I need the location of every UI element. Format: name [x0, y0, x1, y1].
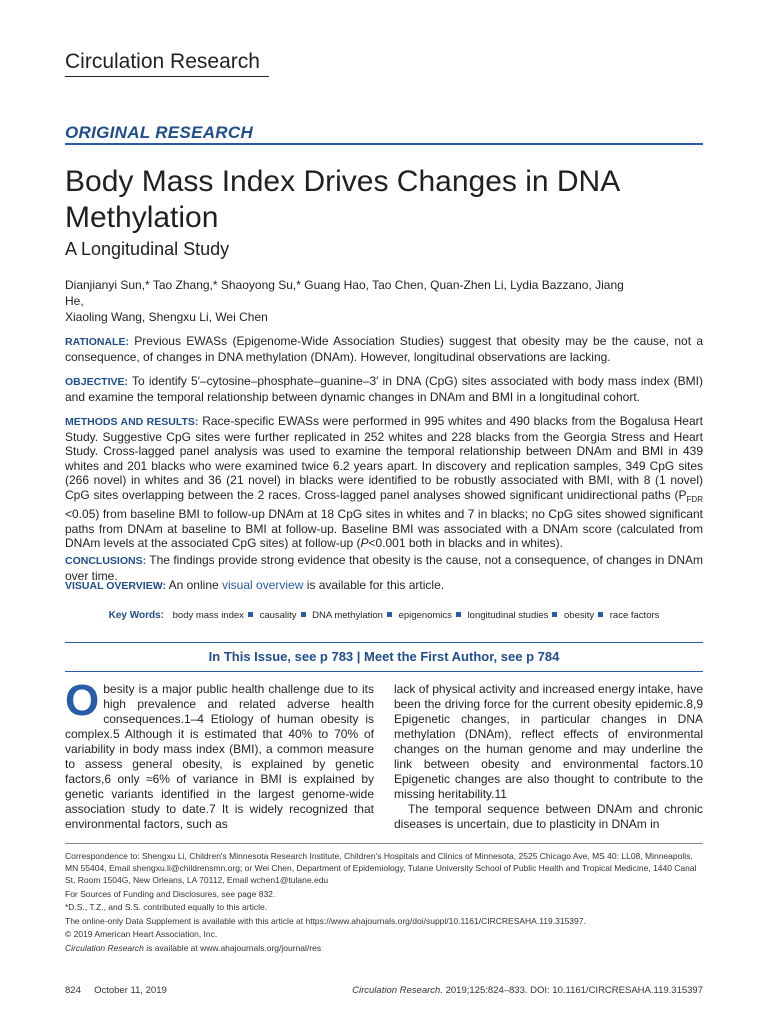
methods-label: METHODS AND RESULTS: — [65, 416, 199, 428]
body-column-right — [394, 682, 703, 832]
keyword-item: causality — [259, 610, 297, 621]
keywords-row — [65, 610, 703, 621]
in-this-issue-banner — [65, 642, 703, 672]
page-footer-right — [352, 985, 703, 996]
author-list — [65, 277, 625, 325]
square-bullet-icon — [248, 612, 253, 617]
abstract-methods — [65, 414, 703, 551]
equal-contribution-note: *D.S., T.Z., and S.S. contributed equally to this article. — [65, 902, 268, 912]
abstract-visual-overview — [65, 578, 703, 594]
article-subtitle: A Longitudinal Study — [65, 239, 230, 259]
body-column-left — [65, 676, 374, 832]
copyright-note: © 2019 American Heart Association, Inc. — [65, 929, 218, 939]
methods-text-3: <0.001 both in blacks and in whites). — [368, 536, 563, 550]
availability-text: is available at www.ahajournals.org/journal/res — [143, 942, 322, 953]
authors-line-2: Xiaoling Wang, Shengxu Li, Wei Chen — [65, 310, 268, 324]
abstract-rationale — [65, 334, 703, 364]
abstract-objective — [65, 374, 703, 404]
issue-date: October 11, 2019 — [94, 985, 167, 996]
footnote-divider — [65, 843, 703, 844]
methods-text-2: <0.05) from baseline BMI to follow-up DNAm at 18 CpG sites in whites and 7 in blacks; no CpG sites showed significant paths from DNAm at baseline to BMI at follow-up. Baseline BMI was associated with a DNAm score (calculated from DNAm levels at the associated CpG sites) at follow-up ( — [65, 507, 703, 550]
objective-label: OBJECTIVE: — [65, 376, 129, 388]
footnotes — [65, 850, 705, 955]
keyword-item: obesity — [564, 610, 595, 621]
square-bullet-icon — [456, 612, 461, 617]
authors-line-1: Dianjianyi Sun,* Tao Zhang,* Shaoyong Su,* Guang Hao, Tao Chen, Quan-Zhen Li, Lydia Bazzano, Jiang He, — [65, 278, 624, 308]
keyword-item: epigenomics — [398, 610, 452, 621]
keyword-item: DNA methylation — [312, 610, 383, 621]
square-bullet-icon — [301, 612, 306, 617]
drop-cap: O — [65, 676, 100, 725]
keyword-item: longitudinal studies — [467, 610, 549, 621]
journal-name: Circulation Research — [65, 50, 260, 73]
visual-overview-post: is available for this article. — [303, 578, 445, 592]
article-title: Body Mass Index Drives Changes in DNA Methylation — [65, 165, 619, 234]
objective-text: To identify 5′–cytosine–phosphate–guanine–3′ in DNA (CpG) sites associated with body mass index (BMI) and examine the temporal relationship between dynamic changes in DNAm and BMI in a longitudinal cohort. — [65, 374, 703, 404]
methods-subscript: FDR — [686, 494, 703, 504]
footer-journal: Circulation Research. — [352, 985, 443, 996]
correspondence-note: Correspondence to: Shengxu Li, Children's Minnesota Research Institute, Children's Hospitals and Clinics of Minnesota, 2525 Chicago Ave, MS 40: LL08, Minneapolis, MN 55404, Email shengxu.li@childrensmn.org; or Wei Chen, Department of Epidemiology, Tulane University School of Public Health and Tropical Medicine, 1440 Canal St, Room 1504G, New Orleans, LA 70112, Email wchen1@tulane.edu — [65, 851, 697, 885]
keyword-item: body mass index — [172, 610, 244, 621]
square-bullet-icon — [598, 612, 603, 617]
funding-note: For Sources of Funding and Disclosures, see page 832. — [65, 888, 276, 899]
page-footer-left — [65, 985, 167, 996]
body-text-right-2: The temporal sequence between DNAm and chronic diseases is uncertain, due to plasticity in DNAm in — [394, 802, 703, 831]
visual-overview-link[interactable]: visual overview — [222, 578, 304, 592]
visual-overview-pre: An online — [168, 578, 222, 592]
square-bullet-icon — [552, 612, 557, 617]
section-label: ORIGINAL RESEARCH — [65, 123, 254, 142]
availability-note — [65, 942, 705, 954]
visual-overview-label: VISUAL OVERVIEW: — [65, 580, 166, 592]
footer-citation: 2019;125:824–833. DOI: 10.1161/CIRCRESAHA.119.315397 — [442, 985, 703, 996]
page-number: 824 — [65, 985, 81, 996]
rationale-text: Previous EWASs (Epigenome-Wide Association Studies) suggest that obesity may be the cause, not a consequence, of changes in DNA methylation (DNAm). However, longitudinal observations are lacking. — [65, 334, 703, 364]
keyword-item: race factors — [609, 610, 660, 621]
section-divider — [65, 143, 703, 145]
methods-text-1: Race-specific EWASs were performed in 995 whites and 490 blacks from the Bogalusa Heart Study. Suggestive CpG sites were further replicated in 252 whites and 228 blacks from the Georgia Stress and Heart Study. Cross-lagged panel analysis was used to examine the temporal relationship between DNAm and BMI in 439 whites and 201 blacks who were examined twice 6.2 years apart. In discovery and replication samples, 349 CpG sites (266 novel) in whites and 36 (21 novel) in blacks were identified to be robustly associated with BMI, with 8 (1 novel) CpG sites overlapping between the 2 races. Cross-lagged panel analyses showed significant unidirectional paths (P — [65, 414, 703, 502]
keywords-label: Key Words: — [108, 610, 164, 621]
body-text-right-1: lack of physical activity and increased energy intake, have been the driving force for the current obesity epidemic.8,9 Epigenetic changes, in particular changes in DNA methylation (DNAm), reflect effects of environmental changes on the human genome and may underline the link between obesity and environmental factors.10 Epigenetic changes are also thought to contribute to the missing heritability.11 — [394, 682, 703, 801]
methods-p-symbol: P — [360, 536, 369, 550]
journal-underline — [65, 76, 269, 77]
square-bullet-icon — [387, 612, 392, 617]
data-supplement-note: The online-only Data Supplement is available with this article at https://www.ahajournals.org/doi/suppl/10.1161/CIRCRESAHA.119.315397. — [65, 915, 586, 926]
conclusions-label: CONCLUSIONS: — [65, 555, 147, 567]
body-text-left: besity is a major public health challenge due to its high prevalence and related adverse health consequences.1–4 Etiology of human obesity is complex.5 Although it is estimated that 40% to 70% of variability in body mass index (BMI), a common measure to assess general obesity, is explained by genetic factors,6 only ≈6% of variance in BMI is explained by genetic variants identified in the largest genome-wide association study to date.7 It is widely recognized that environmental factors, such as — [65, 682, 374, 831]
conclusions-text: The findings provide strong evidence that obesity is the cause, not a consequence, of changes in DNAm over time. — [65, 553, 703, 583]
rationale-label: RATIONALE: — [65, 336, 129, 348]
in-this-issue-text[interactable]: In This Issue, see p 783 | Meet the First Author, see p 784 — [208, 649, 560, 664]
availability-journal: Circulation Research — [65, 942, 144, 953]
